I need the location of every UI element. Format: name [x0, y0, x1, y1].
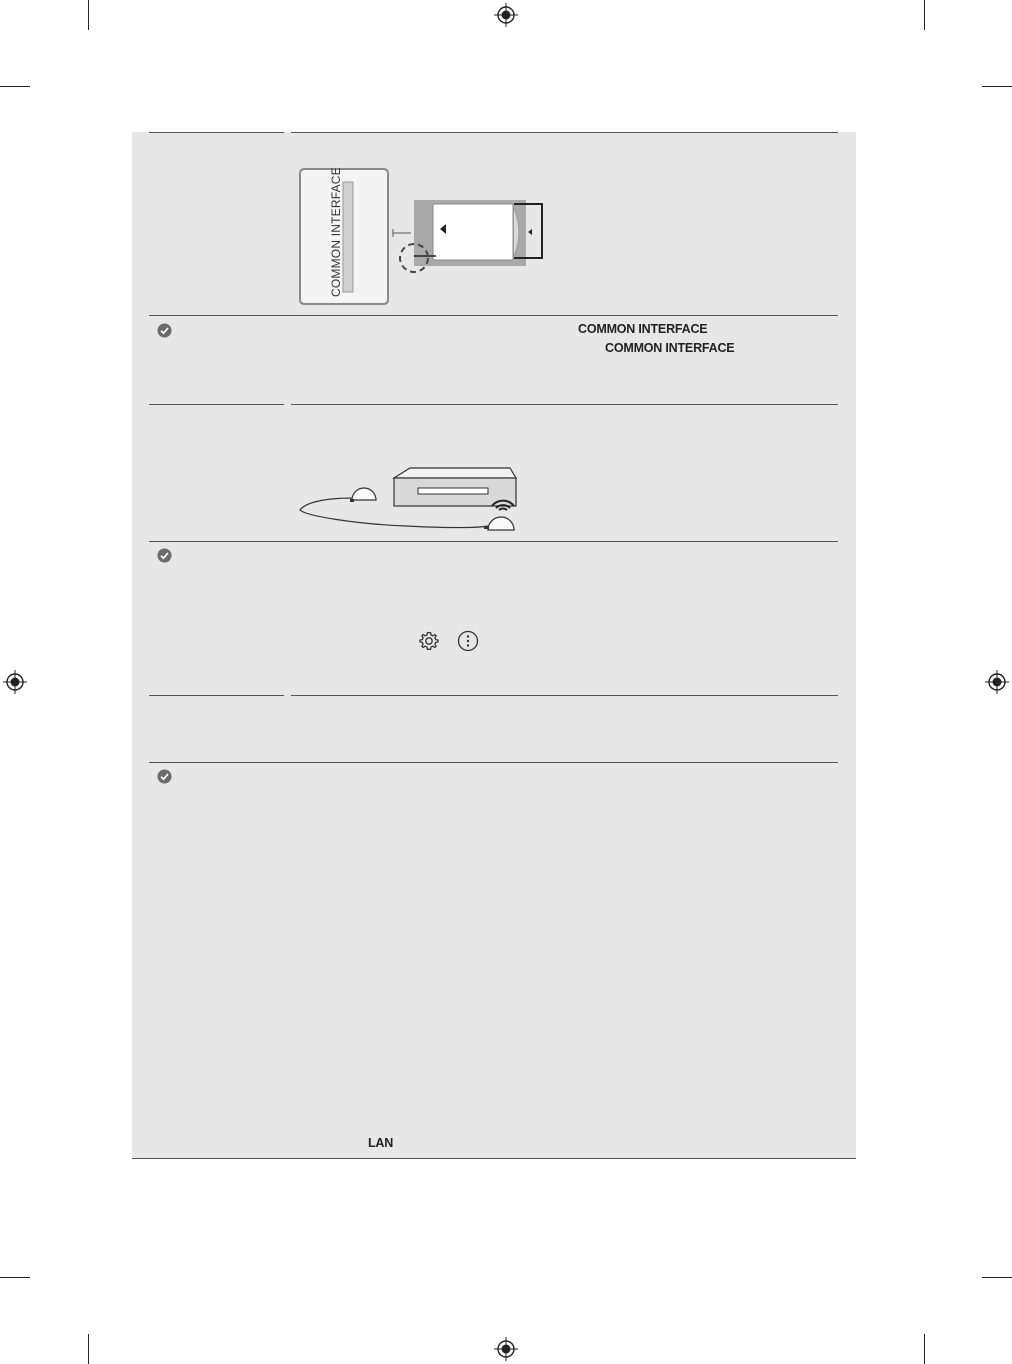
- table-rule: [149, 541, 838, 542]
- table-rule: [291, 132, 838, 133]
- ir-blaster-illustration: [296, 464, 520, 536]
- table-rule: [149, 695, 284, 696]
- table-rule: [149, 404, 284, 405]
- ci-note-label-2: COMMON INTERFACE: [605, 341, 735, 355]
- common-interface-slot-label: COMMON INTERFACE: [329, 167, 343, 297]
- table-rule: [291, 404, 838, 405]
- lan-label: LAN: [368, 1136, 394, 1150]
- crop-mark: [88, 0, 89, 30]
- crop-mark: [924, 0, 925, 30]
- registration-mark: [3, 670, 27, 694]
- ci-note-label-1: COMMON INTERFACE: [578, 322, 708, 336]
- registration-mark: [494, 3, 518, 27]
- table-rule: [149, 762, 838, 763]
- gear-icon: [418, 630, 440, 652]
- crop-mark: [88, 1334, 89, 1364]
- check-circle-icon: [157, 769, 172, 784]
- crop-mark: [982, 1277, 1012, 1278]
- registration-mark: [494, 1337, 518, 1361]
- check-circle-icon: [157, 548, 172, 563]
- check-circle-icon: [157, 323, 172, 338]
- table-rule: [291, 695, 838, 696]
- crop-mark: [0, 86, 30, 87]
- crop-mark: [924, 1334, 925, 1364]
- table-rule: [149, 132, 284, 133]
- registration-mark: [985, 670, 1009, 694]
- crop-mark: [982, 86, 1012, 87]
- crop-mark: [0, 1277, 30, 1278]
- more-vertical-icon: [457, 630, 479, 652]
- table-rule: [149, 315, 838, 316]
- table-bottom-rule: [132, 1158, 856, 1159]
